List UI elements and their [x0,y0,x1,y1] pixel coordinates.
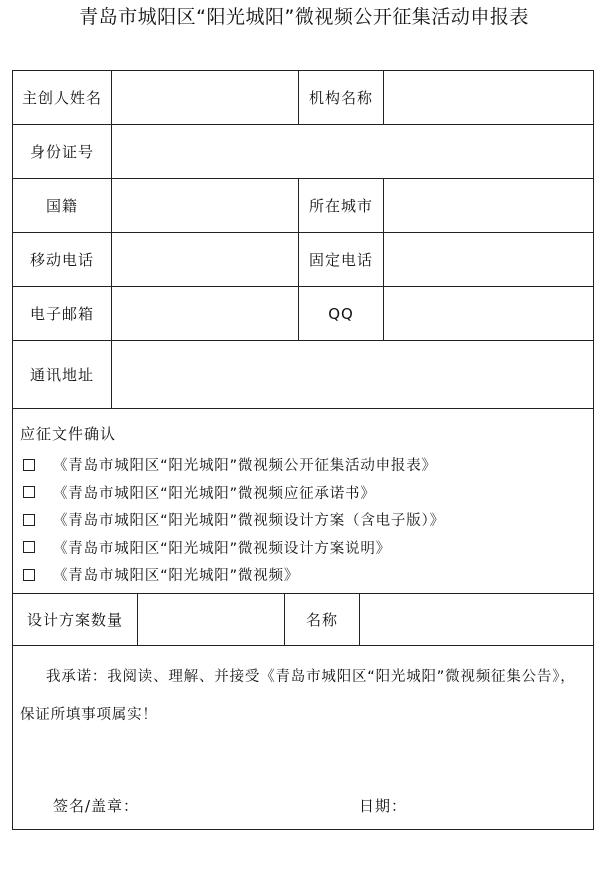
document-item [20,561,445,589]
date-label: 日期： [359,797,408,815]
document-label: 《青岛市城阳区“阳光城阳”微视频应征承诺书》 [53,485,376,502]
application-form [12,70,594,830]
nationality-field[interactable] [111,179,298,232]
document-confirmation [13,409,593,594]
email-label: 电子邮箱 [29,305,94,323]
row-design [13,594,593,646]
document-label: 《青岛市城阳区“阳光城阳”微视频设计方案说明》 [53,540,391,557]
row-phones [13,233,593,287]
organization-field[interactable] [383,71,593,124]
signature-label: 签名/盖章： [53,797,140,815]
pledge-text: 我承诺：我阅读、理解、并接受《青岛市城阳区“阳光城阳”微视频征集公告》，保证所填事项属实！ [20,669,576,723]
confirmation-title: 应征文件确认 [20,425,117,443]
author-name-label: 主创人姓名 [21,89,102,107]
document-item [20,534,445,562]
document-item [20,451,445,479]
mobile-field[interactable] [111,233,298,286]
document-checkbox[interactable] [23,569,35,581]
document-label: 《青岛市城阳区“阳光城阳”微视频公开征集活动申报表》 [53,458,437,475]
row-name-organization [13,71,593,125]
row-nationality-city [13,179,593,233]
design-count-field[interactable] [137,594,284,645]
document-checkbox[interactable] [23,486,35,498]
document-item [20,479,445,507]
id-number-field[interactable] [111,125,593,178]
row-id-number [13,125,593,179]
address-field[interactable] [111,341,593,408]
document-label: 《青岛市城阳区“阳光城阳”微视频设计方案（含电子版）》 [53,513,445,530]
document-checkbox[interactable] [23,459,35,471]
row-address [13,341,593,409]
organization-label: 机构名称 [298,71,383,124]
document-checklist [20,451,445,589]
document-item [20,506,445,534]
document-checkbox[interactable] [23,541,35,553]
design-name-field[interactable] [359,594,593,645]
pledge-section [13,646,593,829]
id-number-label: 身份证号 [29,143,94,161]
document-checkbox[interactable] [23,514,35,526]
form-title: 青岛市城阳区“阳光城阳”微视频公开征集活动申报表 [79,6,529,28]
design-name-label: 名称 [284,594,359,645]
row-email-qq [13,287,593,341]
email-field[interactable] [111,287,298,340]
document-label: 《青岛市城阳区“阳光城阳”微视频》 [53,568,300,585]
nationality-label: 国籍 [45,197,78,215]
city-label: 所在城市 [298,179,383,232]
landline-label: 固定电话 [298,233,383,286]
qq-label: QQ [298,287,383,340]
design-count-label: 设计方案数量 [26,611,123,629]
mobile-label: 移动电话 [29,251,94,269]
qq-field[interactable] [383,287,593,340]
landline-field[interactable] [383,233,593,286]
address-label: 通讯地址 [29,366,94,384]
city-field[interactable] [383,179,593,232]
author-name-field[interactable] [111,71,298,124]
